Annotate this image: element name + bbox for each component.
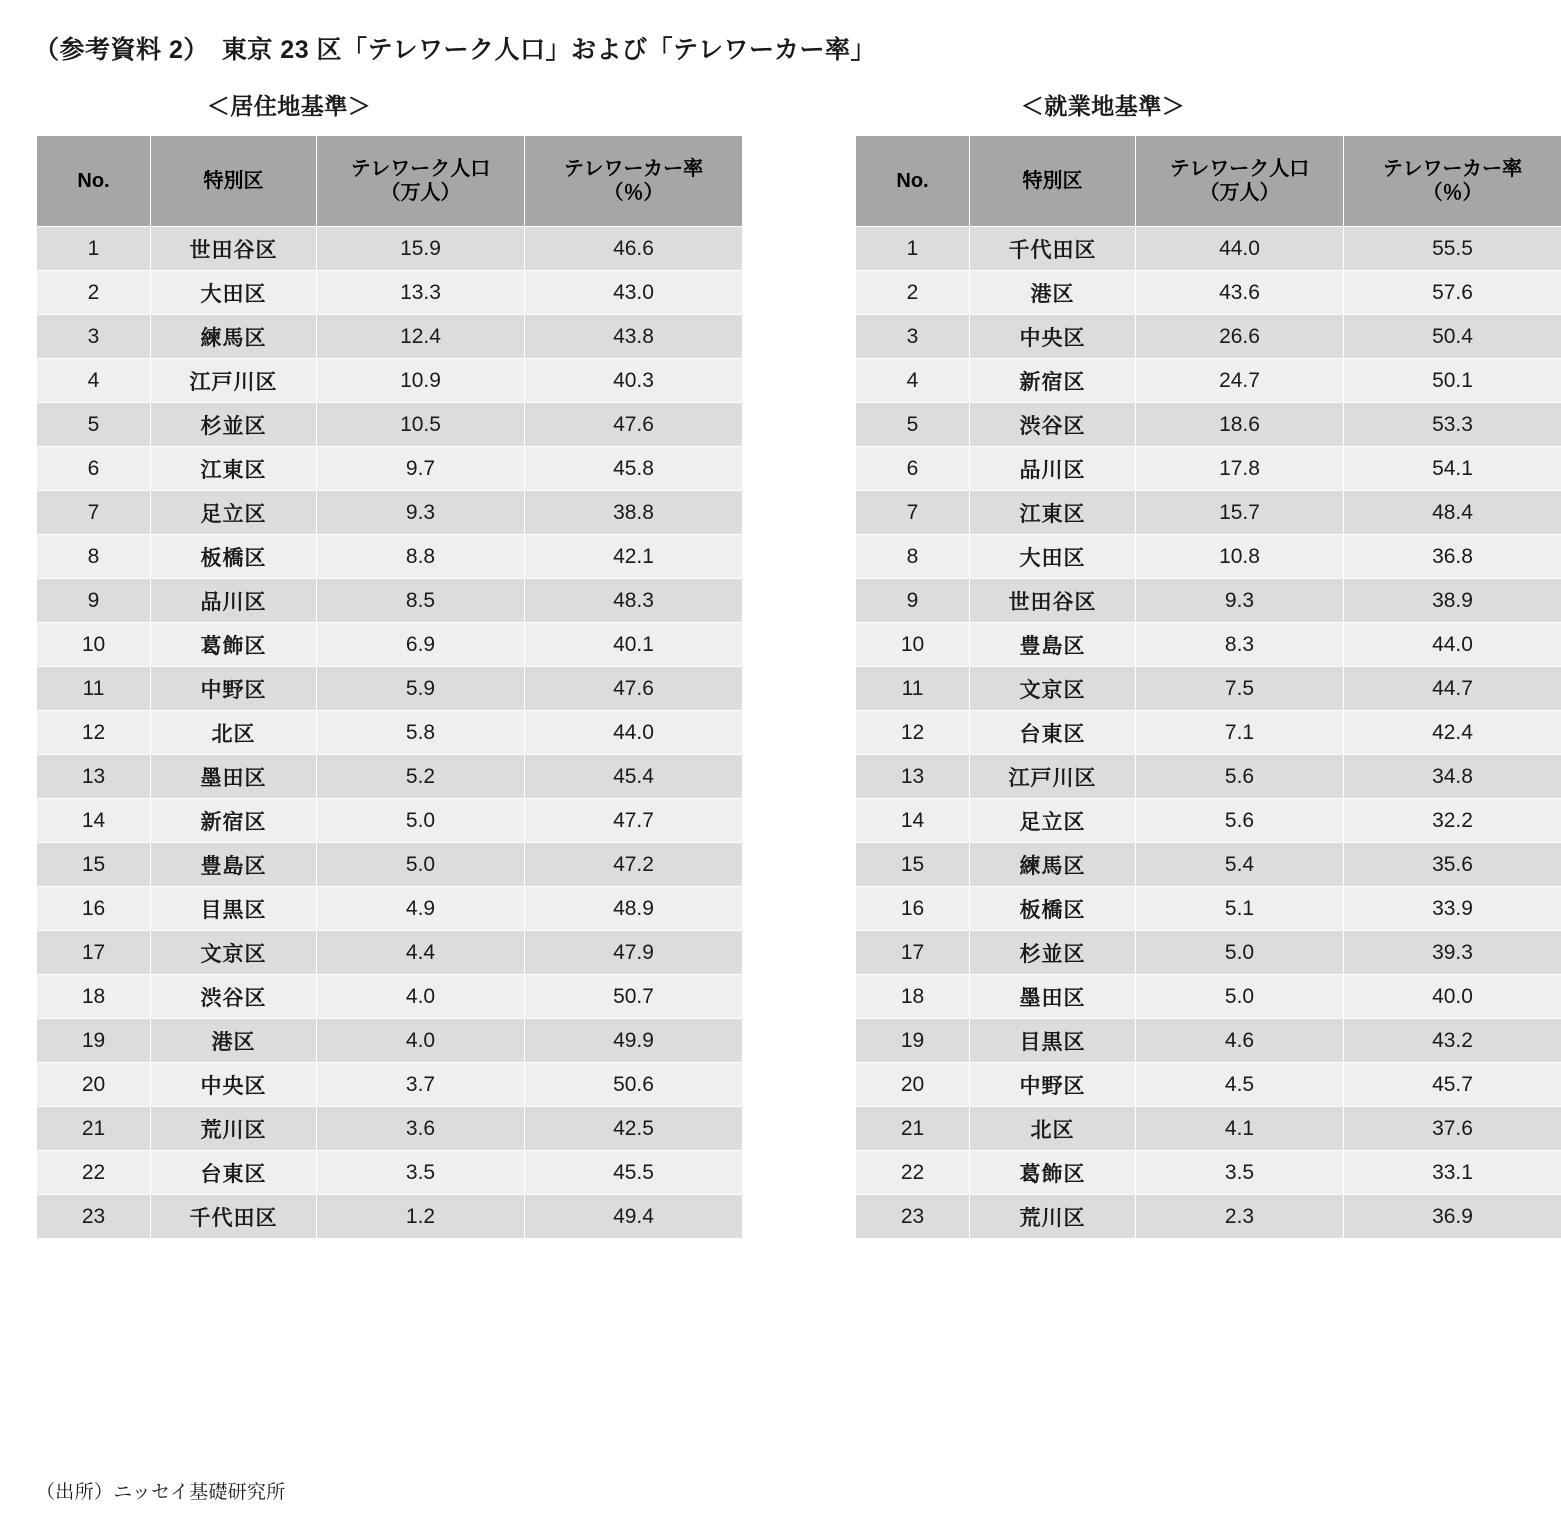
table-row	[856, 1019, 1561, 1063]
cell-no: 17	[37, 931, 151, 975]
cell-rate: 49.9	[525, 1019, 743, 1063]
cell-no: 2	[37, 271, 151, 315]
cell-rate: 38.8	[525, 491, 743, 535]
cell-ward: 北区	[151, 711, 317, 755]
column-header-no: No.	[37, 136, 151, 227]
cell-rate: 43.8	[525, 315, 743, 359]
cell-no: 16	[37, 887, 151, 931]
cell-ward: 江東区	[151, 447, 317, 491]
cell-ward: 墨田区	[970, 975, 1136, 1019]
table-row	[856, 579, 1561, 623]
cell-ward: 練馬区	[970, 843, 1136, 887]
table-row	[37, 403, 743, 447]
cell-ward: 新宿区	[151, 799, 317, 843]
column-header-rate-line1: テレワーカー率	[1382, 157, 1523, 180]
cell-population: 5.6	[1136, 799, 1344, 843]
cell-rate: 57.6	[1344, 271, 1561, 315]
cell-population: 24.7	[1136, 359, 1344, 403]
cell-rate: 45.5	[525, 1151, 743, 1195]
table-row	[856, 887, 1561, 931]
cell-rate: 48.3	[525, 579, 743, 623]
table-row	[37, 1019, 743, 1063]
table-row	[856, 271, 1561, 315]
column-header-rate-line2: （％）	[1422, 182, 1483, 204]
cell-rate: 44.7	[1344, 667, 1561, 711]
cell-rate: 50.1	[1344, 359, 1561, 403]
cell-ward: 中央区	[151, 1063, 317, 1107]
cell-ward: 品川区	[151, 579, 317, 623]
table-row	[856, 1151, 1561, 1195]
cell-population: 8.8	[317, 535, 525, 579]
column-header-population	[1136, 136, 1344, 227]
cell-ward: 中野区	[151, 667, 317, 711]
cell-rate: 36.9	[1344, 1195, 1561, 1239]
cell-rate: 40.1	[525, 623, 743, 667]
cell-population: 43.6	[1136, 271, 1344, 315]
column-header-rate	[525, 136, 743, 227]
cell-rate: 48.4	[1344, 491, 1561, 535]
table-row	[37, 491, 743, 535]
cell-no: 23	[856, 1195, 970, 1239]
table-row	[856, 491, 1561, 535]
table-row	[37, 755, 743, 799]
table-caption-residence: ＜居住地基準＞	[206, 93, 372, 119]
cell-population: 5.0	[1136, 975, 1344, 1019]
cell-population: 10.9	[317, 359, 525, 403]
table-row	[37, 227, 743, 271]
cell-population: 4.0	[317, 1019, 525, 1063]
cell-no: 15	[856, 843, 970, 887]
cell-population: 7.5	[1136, 667, 1344, 711]
cell-no: 14	[37, 799, 151, 843]
cell-no: 9	[856, 579, 970, 623]
cell-rate: 37.6	[1344, 1107, 1561, 1151]
cell-rate: 40.0	[1344, 975, 1561, 1019]
cell-ward: 港区	[970, 271, 1136, 315]
cell-rate: 45.8	[525, 447, 743, 491]
cell-population: 3.5	[1136, 1151, 1344, 1195]
cell-population: 26.6	[1136, 315, 1344, 359]
table-caption-workplace: ＜就業地基準＞	[1020, 93, 1186, 119]
cell-no: 22	[37, 1151, 151, 1195]
cell-ward: 渋谷区	[151, 975, 317, 1019]
cell-population: 5.4	[1136, 843, 1344, 887]
table-row	[856, 623, 1561, 667]
cell-population: 4.9	[317, 887, 525, 931]
cell-ward: 中央区	[970, 315, 1136, 359]
table-row	[856, 359, 1561, 403]
column-header-no: No.	[856, 136, 970, 227]
table-row	[856, 755, 1561, 799]
cell-rate: 50.7	[525, 975, 743, 1019]
cell-no: 1	[856, 227, 970, 271]
table-row	[37, 887, 743, 931]
cell-no: 22	[856, 1151, 970, 1195]
table-row	[856, 227, 1561, 271]
cell-rate: 44.0	[525, 711, 743, 755]
cell-no: 11	[37, 667, 151, 711]
cell-no: 4	[37, 359, 151, 403]
cell-no: 20	[37, 1063, 151, 1107]
cell-population: 4.0	[317, 975, 525, 1019]
cell-no: 12	[37, 711, 151, 755]
column-header-population-line1: テレワーク人口	[1169, 157, 1310, 180]
column-header-rate-line2: （％）	[603, 182, 664, 204]
cell-no: 4	[856, 359, 970, 403]
cell-ward: 板橋区	[970, 887, 1136, 931]
cell-population: 2.3	[1136, 1195, 1344, 1239]
cell-ward: 文京区	[151, 931, 317, 975]
table-row	[856, 535, 1561, 579]
cell-rate: 45.7	[1344, 1063, 1561, 1107]
cell-rate: 55.5	[1344, 227, 1561, 271]
cell-rate: 54.1	[1344, 447, 1561, 491]
cell-population: 5.8	[317, 711, 525, 755]
page-title: （参考資料 2） 東京 23 区「テレワーク人口」および「テレワーカー率」	[34, 36, 877, 64]
cell-ward: 文京区	[970, 667, 1136, 711]
cell-population: 1.2	[317, 1195, 525, 1239]
cell-population: 5.1	[1136, 887, 1344, 931]
cell-ward: 杉並区	[970, 931, 1136, 975]
cell-ward: 新宿区	[970, 359, 1136, 403]
table-header-row	[856, 136, 1561, 227]
telework-table-workplace	[855, 135, 1561, 1239]
cell-no: 18	[37, 975, 151, 1019]
cell-population: 18.6	[1136, 403, 1344, 447]
cell-population: 5.0	[1136, 931, 1344, 975]
cell-no: 21	[856, 1107, 970, 1151]
column-header-population	[317, 136, 525, 227]
cell-population: 44.0	[1136, 227, 1344, 271]
cell-rate: 43.2	[1344, 1019, 1561, 1063]
cell-rate: 47.2	[525, 843, 743, 887]
column-header-rate	[1344, 136, 1561, 227]
cell-no: 11	[856, 667, 970, 711]
cell-ward: 江戸川区	[970, 755, 1136, 799]
cell-population: 5.0	[317, 799, 525, 843]
cell-ward: 豊島区	[970, 623, 1136, 667]
cell-rate: 49.4	[525, 1195, 743, 1239]
cell-ward: 目黒区	[151, 887, 317, 931]
table-row	[37, 799, 743, 843]
table-panel-workplace	[855, 88, 1561, 1239]
cell-population: 3.5	[317, 1151, 525, 1195]
column-header-ward: 特別区	[151, 136, 317, 227]
cell-rate: 40.3	[525, 359, 743, 403]
cell-ward: 江東区	[970, 491, 1136, 535]
cell-rate: 42.4	[1344, 711, 1561, 755]
cell-no: 16	[856, 887, 970, 931]
cell-no: 6	[37, 447, 151, 491]
table-row	[37, 711, 743, 755]
table-row	[37, 447, 743, 491]
cell-ward: 葛飾区	[970, 1151, 1136, 1195]
cell-rate: 34.8	[1344, 755, 1561, 799]
cell-rate: 47.9	[525, 931, 743, 975]
cell-ward: 港区	[151, 1019, 317, 1063]
cell-ward: 足立区	[970, 799, 1136, 843]
cell-population: 9.3	[1136, 579, 1344, 623]
cell-no: 3	[856, 315, 970, 359]
cell-population: 10.5	[317, 403, 525, 447]
telework-table-residence	[36, 135, 743, 1239]
cell-ward: 世田谷区	[151, 227, 317, 271]
cell-no: 8	[37, 535, 151, 579]
cell-ward: 台東区	[151, 1151, 317, 1195]
cell-ward: 大田区	[970, 535, 1136, 579]
table-row	[856, 843, 1561, 887]
cell-ward: 練馬区	[151, 315, 317, 359]
table-row	[856, 799, 1561, 843]
cell-population: 9.7	[317, 447, 525, 491]
cell-rate: 47.7	[525, 799, 743, 843]
cell-no: 7	[856, 491, 970, 535]
source-note: （出所）ニッセイ基礎研究所	[36, 1482, 286, 1503]
cell-population: 10.8	[1136, 535, 1344, 579]
cell-no: 13	[856, 755, 970, 799]
cell-no: 17	[856, 931, 970, 975]
cell-no: 19	[856, 1019, 970, 1063]
cell-ward: 目黒区	[970, 1019, 1136, 1063]
cell-rate: 42.5	[525, 1107, 743, 1151]
cell-no: 21	[37, 1107, 151, 1151]
cell-ward: 千代田区	[151, 1195, 317, 1239]
cell-population: 13.3	[317, 271, 525, 315]
cell-rate: 50.4	[1344, 315, 1561, 359]
cell-no: 2	[856, 271, 970, 315]
table-row	[37, 1195, 743, 1239]
table-row	[856, 667, 1561, 711]
column-header-population-line2: （万人）	[1199, 182, 1280, 204]
column-header-population-line1: テレワーク人口	[350, 157, 491, 180]
cell-ward: 世田谷区	[970, 579, 1136, 623]
cell-rate: 32.2	[1344, 799, 1561, 843]
cell-population: 6.9	[317, 623, 525, 667]
cell-population: 17.8	[1136, 447, 1344, 491]
cell-population: 4.4	[317, 931, 525, 975]
cell-no: 19	[37, 1019, 151, 1063]
cell-no: 10	[856, 623, 970, 667]
table-row	[856, 1195, 1561, 1239]
cell-no: 8	[856, 535, 970, 579]
table-row	[856, 403, 1561, 447]
table-row	[37, 1063, 743, 1107]
cell-ward: 大田区	[151, 271, 317, 315]
table-row	[37, 1107, 743, 1151]
cell-rate: 46.6	[525, 227, 743, 271]
cell-population: 5.0	[317, 843, 525, 887]
cell-population: 5.6	[1136, 755, 1344, 799]
cell-no: 23	[37, 1195, 151, 1239]
cell-no: 13	[37, 755, 151, 799]
cell-rate: 47.6	[525, 403, 743, 447]
table-row	[856, 975, 1561, 1019]
cell-rate: 33.9	[1344, 887, 1561, 931]
cell-rate: 45.4	[525, 755, 743, 799]
cell-ward: 足立区	[151, 491, 317, 535]
table-row	[37, 1151, 743, 1195]
table-row	[856, 711, 1561, 755]
table-row	[37, 975, 743, 1019]
table-panel-residence	[36, 88, 742, 1239]
cell-no: 7	[37, 491, 151, 535]
table-header-row	[37, 136, 743, 227]
cell-population: 9.3	[317, 491, 525, 535]
cell-no: 15	[37, 843, 151, 887]
table-row	[856, 315, 1561, 359]
cell-ward: 荒川区	[151, 1107, 317, 1151]
column-header-population-line2: （万人）	[380, 182, 461, 204]
cell-rate: 50.6	[525, 1063, 743, 1107]
cell-population: 5.9	[317, 667, 525, 711]
cell-population: 4.6	[1136, 1019, 1344, 1063]
table-row	[37, 535, 743, 579]
table-row	[856, 447, 1561, 491]
cell-no: 6	[856, 447, 970, 491]
cell-ward: 杉並区	[151, 403, 317, 447]
cell-rate: 42.1	[525, 535, 743, 579]
cell-population: 4.1	[1136, 1107, 1344, 1151]
cell-no: 18	[856, 975, 970, 1019]
cell-ward: 渋谷区	[970, 403, 1136, 447]
cell-ward: 荒川区	[970, 1195, 1136, 1239]
table-row	[856, 1063, 1561, 1107]
cell-ward: 豊島区	[151, 843, 317, 887]
cell-rate: 36.8	[1344, 535, 1561, 579]
table-row	[37, 315, 743, 359]
cell-ward: 板橋区	[151, 535, 317, 579]
cell-no: 3	[37, 315, 151, 359]
cell-population: 8.5	[317, 579, 525, 623]
cell-no: 10	[37, 623, 151, 667]
cell-rate: 33.1	[1344, 1151, 1561, 1195]
table-row	[37, 667, 743, 711]
cell-rate: 38.9	[1344, 579, 1561, 623]
cell-no: 5	[37, 403, 151, 447]
cell-rate: 44.0	[1344, 623, 1561, 667]
cell-no: 20	[856, 1063, 970, 1107]
table-row	[856, 931, 1561, 975]
cell-population: 15.7	[1136, 491, 1344, 535]
cell-population: 4.5	[1136, 1063, 1344, 1107]
cell-rate: 43.0	[525, 271, 743, 315]
cell-ward: 千代田区	[970, 227, 1136, 271]
cell-ward: 中野区	[970, 1063, 1136, 1107]
cell-ward: 葛飾区	[151, 623, 317, 667]
table-row	[37, 931, 743, 975]
table-row	[856, 1107, 1561, 1151]
table-row	[37, 623, 743, 667]
cell-population: 5.2	[317, 755, 525, 799]
table-row	[37, 843, 743, 887]
cell-rate: 48.9	[525, 887, 743, 931]
cell-rate: 39.3	[1344, 931, 1561, 975]
column-header-rate-line1: テレワーカー率	[563, 157, 704, 180]
cell-population: 12.4	[317, 315, 525, 359]
cell-ward: 北区	[970, 1107, 1136, 1151]
cell-population: 3.6	[317, 1107, 525, 1151]
cell-population: 8.3	[1136, 623, 1344, 667]
cell-no: 12	[856, 711, 970, 755]
table-row	[37, 271, 743, 315]
cell-ward: 墨田区	[151, 755, 317, 799]
cell-ward: 台東区	[970, 711, 1136, 755]
cell-population: 3.7	[317, 1063, 525, 1107]
cell-rate: 47.6	[525, 667, 743, 711]
cell-population: 7.1	[1136, 711, 1344, 755]
cell-ward: 品川区	[970, 447, 1136, 491]
column-header-ward: 特別区	[970, 136, 1136, 227]
cell-no: 1	[37, 227, 151, 271]
cell-rate: 53.3	[1344, 403, 1561, 447]
cell-rate: 35.6	[1344, 843, 1561, 887]
cell-no: 9	[37, 579, 151, 623]
cell-no: 14	[856, 799, 970, 843]
cell-no: 5	[856, 403, 970, 447]
table-row	[37, 359, 743, 403]
table-row	[37, 579, 743, 623]
cell-population: 15.9	[317, 227, 525, 271]
cell-ward: 江戸川区	[151, 359, 317, 403]
